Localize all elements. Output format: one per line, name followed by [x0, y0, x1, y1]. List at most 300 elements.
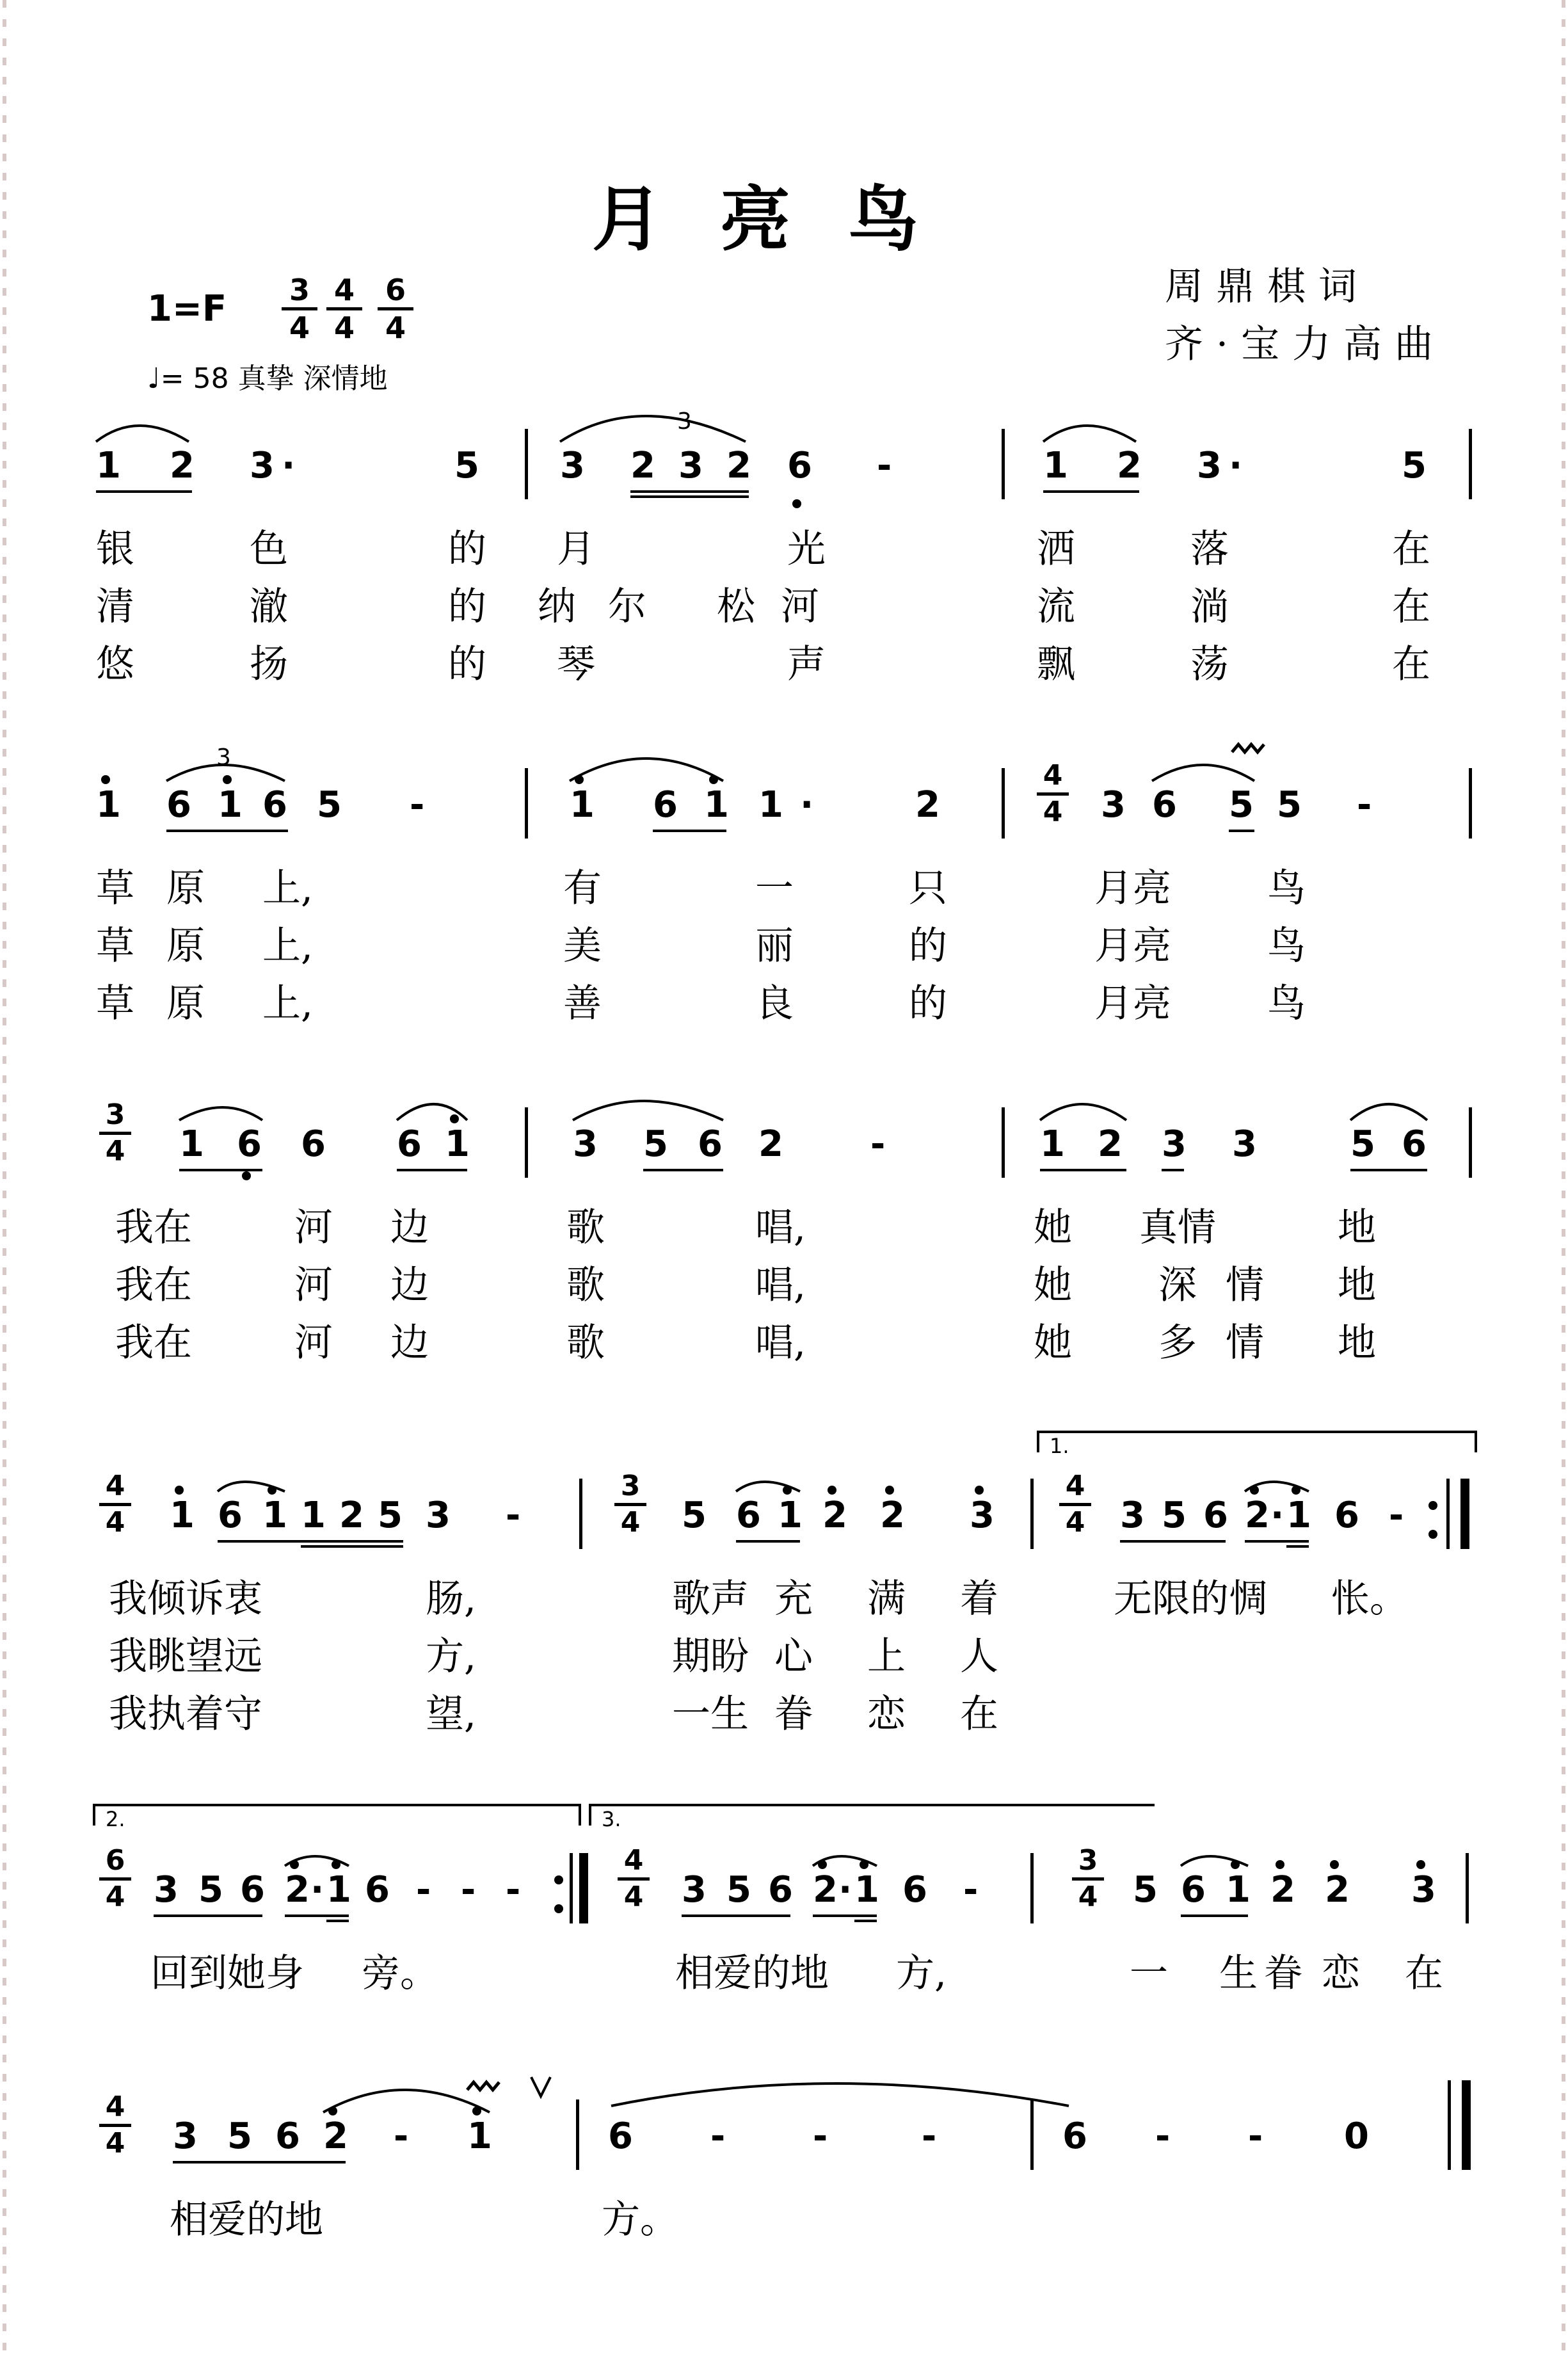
lyric: 相爱的地	[170, 2197, 323, 2242]
lyric: 望,	[426, 1692, 477, 1737]
slur	[560, 416, 746, 442]
octave-dot-high	[101, 775, 110, 784]
barline	[1002, 768, 1005, 839]
augmentation-dot: ·	[838, 1869, 852, 1911]
lyric: 上,	[262, 981, 314, 1026]
note: 3	[173, 2115, 198, 2157]
note: 1	[1226, 1869, 1251, 1911]
volta-bracket-1	[1037, 1431, 1477, 1452]
note: 1	[262, 1495, 287, 1536]
barline	[579, 1479, 582, 1549]
lyric: 她	[1034, 1320, 1072, 1365]
note: 6	[1062, 2115, 1087, 2157]
lyric: 淌	[1190, 584, 1229, 629]
lyric: 河	[294, 1263, 333, 1308]
slur	[611, 2083, 1069, 2106]
lyric: 河	[781, 584, 819, 629]
octave-dot-high	[885, 1486, 894, 1495]
lyric: 唱,	[755, 1205, 806, 1250]
note: 6	[166, 784, 191, 826]
slur	[573, 1101, 723, 1120]
barline	[1448, 2080, 1451, 2170]
note: 2	[758, 1123, 783, 1165]
lyric: 地	[1338, 1263, 1376, 1308]
lyric: 回到她身	[150, 1951, 304, 1996]
lyric: 的	[448, 527, 486, 572]
slur	[1350, 1104, 1427, 1120]
lyricist: 周鼎棋词	[1165, 264, 1370, 309]
note: 1	[179, 1123, 204, 1165]
slur	[323, 2090, 490, 2112]
dash: -	[1248, 2115, 1263, 2157]
dash: -	[1155, 2115, 1171, 2157]
note: 3	[1162, 1123, 1187, 1165]
augmentation-dot: ·	[282, 445, 296, 486]
lyric: 月	[557, 527, 595, 572]
song-title: 月亮鸟	[592, 178, 976, 261]
lyric: 落	[1190, 527, 1229, 572]
octave-dot-high	[783, 1486, 792, 1495]
slur	[1181, 1856, 1248, 1866]
note: 5	[227, 2115, 252, 2157]
note: 1	[218, 784, 243, 826]
octave-dot-high	[1292, 1486, 1300, 1495]
lyric: 的	[448, 584, 486, 629]
lyric: 我在	[115, 1263, 192, 1308]
note: 3	[682, 1869, 707, 1911]
barline	[1469, 429, 1472, 499]
lyric: 方,	[896, 1951, 947, 1996]
note: 6	[736, 1495, 761, 1536]
lyric: 在	[1392, 584, 1430, 629]
barline	[525, 768, 528, 839]
octave-dot-high	[290, 1860, 299, 1869]
lyric: 满	[867, 1577, 906, 1621]
page-border-right	[1562, 0, 1565, 2360]
lyric: 我执着守	[109, 1692, 262, 1737]
slur	[813, 1856, 877, 1866]
barline	[1002, 429, 1005, 499]
lyric: 深	[1158, 1263, 1197, 1308]
note: 1	[445, 1123, 470, 1165]
time-signature-3-4: 3 4	[99, 1101, 131, 1166]
lyric: 鸟	[1267, 866, 1306, 911]
time-signature-4-4: 4 4	[1037, 762, 1069, 826]
note: 1	[778, 1495, 803, 1536]
octave-dot-high	[268, 1486, 276, 1495]
note: 3	[154, 1869, 179, 1911]
barline	[576, 2099, 579, 2170]
dash: -	[1357, 784, 1372, 826]
note: 6	[240, 1869, 265, 1911]
dash: -	[813, 2115, 828, 2157]
note: 2	[822, 1495, 847, 1536]
slur	[397, 1104, 467, 1120]
barline	[570, 1853, 573, 1923]
note: 6	[365, 1869, 390, 1911]
dash: -	[506, 1869, 521, 1911]
note: 5	[198, 1869, 223, 1911]
lyric: 一	[755, 866, 794, 911]
note: 5	[1229, 784, 1254, 826]
note: 3	[573, 1123, 598, 1165]
octave-dot-high	[709, 775, 718, 784]
lyric: 边	[390, 1263, 429, 1308]
note: 1	[1043, 445, 1068, 486]
lyric: 原	[166, 866, 205, 911]
lyric: 眷	[1264, 1951, 1302, 1996]
lyric: 扬	[250, 642, 288, 687]
lyric: 上	[867, 1634, 906, 1679]
octave-dot-high	[328, 2107, 337, 2115]
note: 2	[1098, 1123, 1123, 1165]
lyric: 眷	[774, 1692, 813, 1737]
lyric: 琴	[557, 642, 595, 687]
time-signature-4-4: 4 4	[618, 1847, 650, 1911]
note: 6	[237, 1123, 262, 1165]
lyric: 地	[1338, 1205, 1376, 1250]
slur	[166, 765, 285, 781]
time-signature-6-4: 6 4	[99, 1847, 131, 1911]
barline	[1469, 1107, 1472, 1178]
note: 5	[1277, 784, 1302, 826]
octave-dot-high	[472, 2107, 481, 2115]
time-signature-4-4: 4 4	[1059, 1472, 1091, 1537]
meter-1: 3 4	[282, 275, 317, 342]
octave-dot-high	[1250, 1486, 1259, 1495]
note: 1	[326, 1869, 351, 1911]
note: 6	[301, 1123, 326, 1165]
lyric: 月亮	[1094, 866, 1171, 911]
tempo-marking: ♩= 58 真挚 深情地	[147, 362, 388, 395]
lyric: 飘	[1037, 642, 1075, 687]
augmentation-dot: ·	[310, 1869, 324, 1911]
note: 6	[1402, 1123, 1427, 1165]
note: 6	[653, 784, 678, 826]
volta-label: 2.	[106, 1807, 125, 1831]
repeat-dot	[1428, 1501, 1437, 1510]
dash: -	[870, 1123, 886, 1165]
lyric: 月亮	[1094, 924, 1171, 968]
note: 5	[378, 1495, 403, 1536]
lyric: 唱,	[755, 1320, 806, 1365]
lyric: 充	[774, 1577, 813, 1621]
lyric: 声	[787, 642, 826, 687]
lyric: 的	[909, 924, 947, 968]
note: 5	[1162, 1495, 1187, 1536]
octave-dot-high	[223, 775, 232, 784]
lyric: 光	[787, 527, 826, 572]
octave-dot-high	[1231, 1860, 1240, 1869]
repeat-end-barline	[1460, 1479, 1469, 1549]
lyric: 河	[294, 1205, 333, 1250]
lyric: 生	[1219, 1951, 1258, 1996]
note: 5	[1402, 445, 1427, 486]
note: 6	[1181, 1869, 1206, 1911]
lyric: 上,	[262, 866, 314, 911]
lyric: 我在	[115, 1320, 192, 1365]
note: 2	[813, 1869, 838, 1911]
note: 3	[250, 445, 275, 486]
lyric: 一	[1130, 1951, 1168, 1996]
lyric: 我在	[115, 1205, 192, 1250]
octave-dot-high	[828, 1486, 836, 1495]
slur	[1152, 765, 1254, 781]
repeat-dot	[554, 1875, 563, 1884]
lyric: 的	[448, 642, 486, 687]
lyric: 旁。	[362, 1951, 438, 1996]
repeat-dot	[554, 1904, 563, 1913]
note: 3	[426, 1495, 451, 1536]
lyric: 洒	[1037, 527, 1075, 572]
note: 0	[1344, 2115, 1369, 2157]
lyric: 方。	[602, 2197, 678, 2242]
note: 1	[301, 1495, 326, 1536]
note: 6	[1334, 1495, 1359, 1536]
note: 3	[678, 445, 703, 486]
note: 5	[454, 445, 479, 486]
volta-label: 1.	[1050, 1434, 1069, 1458]
note: 6	[698, 1123, 723, 1165]
barline	[1469, 768, 1472, 839]
lyric: 色	[250, 527, 288, 572]
lyric: 我眺望远	[109, 1634, 262, 1679]
lyric: 澈	[250, 584, 288, 629]
triplet-mark: 3	[216, 744, 231, 771]
octave-dot-high	[1330, 1860, 1339, 1869]
note: 3	[560, 445, 585, 486]
lyric: 丽	[755, 924, 794, 968]
barline	[1030, 1479, 1034, 1549]
note: 5	[643, 1123, 668, 1165]
lyric: 善	[563, 981, 602, 1026]
note: 2	[170, 445, 195, 486]
time-signature-3-4: 3 4	[1072, 1847, 1104, 1911]
note: 6	[608, 2115, 633, 2157]
page-border-left	[3, 0, 6, 2360]
octave-dot-high	[818, 1860, 827, 1869]
note: 1	[96, 445, 121, 486]
note: 6	[1152, 784, 1177, 826]
dash: -	[877, 445, 892, 486]
note: 3	[1120, 1495, 1145, 1536]
lyric: 地	[1338, 1320, 1376, 1365]
time-signature-3-4: 3 4	[614, 1472, 646, 1537]
repeat-dot	[1428, 1530, 1437, 1539]
note: 1	[1286, 1495, 1311, 1536]
lyric: 的	[909, 981, 947, 1026]
note: 6	[397, 1123, 422, 1165]
note: 3	[1411, 1869, 1436, 1911]
note: 1	[467, 2115, 492, 2157]
note: 5	[726, 1869, 751, 1911]
lyric: 在	[1405, 1951, 1443, 1996]
lyric: 有	[563, 866, 602, 911]
lyric: 歌	[566, 1205, 605, 1250]
note: 6	[218, 1495, 243, 1536]
note: 2	[1325, 1869, 1350, 1911]
note: 1	[854, 1869, 879, 1911]
volta-bracket-2	[93, 1804, 581, 1826]
lyric: 在	[1392, 527, 1430, 572]
note: 1	[704, 784, 729, 826]
lyric: 原	[166, 924, 205, 968]
volta-bracket-3	[589, 1804, 1155, 1826]
lyric: 良	[755, 981, 794, 1026]
lyric: 情	[1226, 1263, 1264, 1308]
lyric: 人	[960, 1634, 998, 1679]
lyric: 草	[96, 981, 134, 1026]
note: 1	[170, 1495, 195, 1536]
note: 6	[262, 784, 287, 826]
octave-dot-high	[332, 1860, 340, 1869]
note: 1	[96, 784, 121, 826]
barline	[1466, 1853, 1469, 1923]
lyric: 一生	[672, 1692, 749, 1737]
dash: -	[394, 2115, 409, 2157]
lyric: 只	[909, 866, 947, 911]
octave-dot-low	[242, 1171, 251, 1180]
note: 3	[1232, 1123, 1257, 1165]
repeat-end-barline	[579, 1853, 588, 1923]
octave-dot-high	[575, 775, 584, 784]
lyric: 鸟	[1267, 981, 1306, 1026]
lyric: 松	[717, 584, 755, 629]
lyric: 歌声	[672, 1577, 749, 1621]
lyric: 河	[294, 1320, 333, 1365]
lyric: 上,	[262, 924, 314, 968]
octave-dot-high	[1276, 1860, 1284, 1869]
note: 2	[1270, 1869, 1295, 1911]
lyric: 相爱的地	[675, 1951, 829, 1996]
note: 2	[1245, 1495, 1270, 1536]
slur	[96, 426, 189, 442]
octave-dot-low	[792, 499, 801, 508]
octave-dot-high	[1416, 1860, 1425, 1869]
slur	[179, 1107, 262, 1120]
slur	[1040, 1104, 1126, 1120]
meter-3: 6 4	[378, 275, 413, 342]
mordent	[467, 2082, 499, 2090]
lyric: 银	[96, 527, 134, 572]
slur	[570, 759, 723, 781]
barline	[1002, 1107, 1005, 1178]
lyric: 边	[390, 1320, 429, 1365]
barline	[1030, 1853, 1034, 1923]
note: 3	[1101, 784, 1126, 826]
dash: -	[922, 2115, 937, 2157]
lyric: 我倾诉衷	[109, 1577, 262, 1621]
lyric: 美	[563, 924, 602, 968]
lyric: 悠	[96, 642, 134, 687]
note: 1	[758, 784, 783, 826]
lyric: 草	[96, 866, 134, 911]
lyric: 月亮	[1094, 981, 1171, 1026]
lyric: 期盼	[672, 1634, 749, 1679]
note: 1	[1040, 1123, 1065, 1165]
note: 5	[317, 784, 342, 826]
mordent	[1232, 744, 1264, 752]
barline	[1446, 1479, 1450, 1549]
lyric: 恋	[1322, 1951, 1360, 1996]
note: 2	[726, 445, 751, 486]
lyric: 肠,	[426, 1577, 477, 1621]
lyric: 恋	[867, 1692, 906, 1737]
note: 3	[970, 1495, 995, 1536]
dash: -	[506, 1495, 521, 1536]
lyric: 情	[1226, 1320, 1264, 1365]
note: 2	[339, 1495, 364, 1536]
lyric: 流	[1037, 584, 1075, 629]
lyric: 鸟	[1267, 924, 1306, 968]
note: 2	[880, 1495, 905, 1536]
octave-dot-high	[860, 1860, 868, 1869]
octave-dot-high	[450, 1114, 459, 1123]
slur	[1043, 426, 1136, 442]
volta-label: 3.	[602, 1807, 621, 1831]
note: 6	[768, 1869, 793, 1911]
dash: -	[1389, 1495, 1404, 1536]
note: 3	[1197, 445, 1222, 486]
meter-2: 4 4	[326, 275, 362, 342]
lyric: 怅。	[1331, 1577, 1408, 1621]
lyric: 尔	[608, 584, 646, 629]
slur	[218, 1482, 285, 1491]
barline	[525, 429, 528, 499]
lyric: 她	[1034, 1263, 1072, 1308]
octave-dot-high	[975, 1486, 984, 1495]
lyric: 歌	[566, 1263, 605, 1308]
augmentation-dot: ·	[1270, 1495, 1284, 1536]
lyric: 她	[1034, 1205, 1072, 1250]
octave-dot-high	[175, 1486, 184, 1495]
lyric: 在	[960, 1692, 998, 1737]
lyric: 着	[960, 1577, 998, 1621]
lyric: 多	[1158, 1320, 1197, 1365]
time-signature-4-4: 4 4	[99, 1472, 131, 1537]
lyric: 心	[774, 1634, 813, 1679]
barline	[1030, 2099, 1034, 2170]
dash: -	[410, 784, 425, 826]
lyric: 清	[96, 584, 134, 629]
note: 5	[1350, 1123, 1375, 1165]
note: 2	[1117, 445, 1142, 486]
note: 6	[787, 445, 812, 486]
lyric: 在	[1392, 642, 1430, 687]
note: 6	[275, 2115, 300, 2157]
note: 2	[630, 445, 655, 486]
lyric: 真情	[1139, 1205, 1216, 1250]
lyric: 方,	[426, 1634, 477, 1679]
augmentation-dot: ·	[1229, 445, 1243, 486]
note: 2	[915, 784, 940, 826]
lyric: 边	[390, 1205, 429, 1250]
dash: -	[416, 1869, 431, 1911]
lyric: 唱,	[755, 1263, 806, 1308]
dash: -	[461, 1869, 476, 1911]
triplet-mark: 3	[677, 408, 692, 435]
slur	[736, 1482, 800, 1491]
lyric: 歌	[566, 1320, 605, 1365]
composer: 齐·宝力高曲	[1165, 322, 1446, 367]
note: 6	[1203, 1495, 1228, 1536]
final-barline	[1462, 2080, 1471, 2170]
lyric: 无限的惆	[1114, 1577, 1267, 1621]
slur	[1245, 1482, 1309, 1491]
lyric: 原	[166, 981, 205, 1026]
note: 5	[682, 1495, 707, 1536]
dash: -	[710, 2115, 726, 2157]
